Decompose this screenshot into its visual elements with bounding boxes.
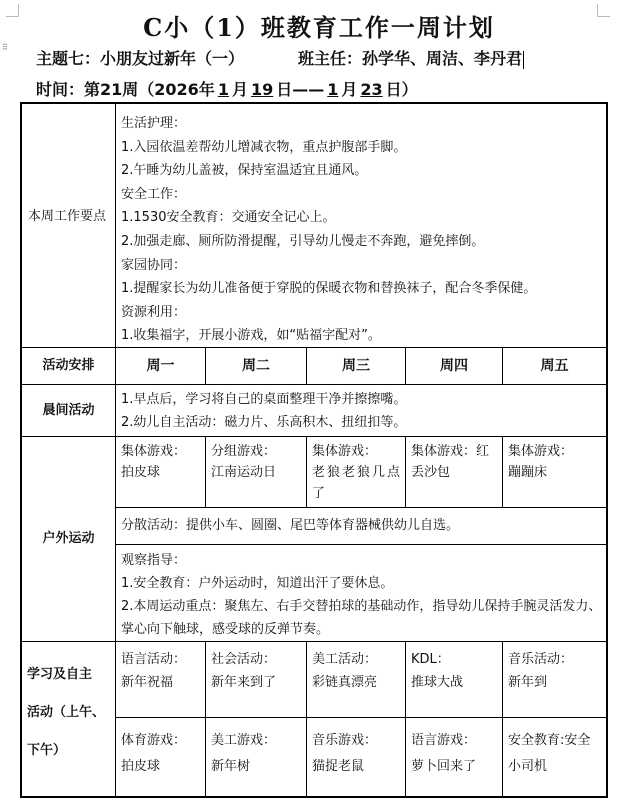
col-divider	[306, 641, 307, 796]
teacher-text[interactable]: 班主任：孙学华、周洁、李丹君	[298, 49, 523, 68]
weekly-point-line: 2.午睡为幼儿盖被，保持室温适宜且通风。	[121, 163, 368, 179]
weekly-point-line: 1.入园依温差帮幼儿增减衣物，重点护腹部手脚。	[121, 139, 407, 155]
col-divider	[502, 436, 503, 507]
weekly-point-line: 家园协同：	[121, 257, 187, 273]
col-divider	[405, 436, 406, 507]
theme-text: 主题七：小朋友过新年（一）	[36, 49, 245, 68]
study-tue-2: 美工游戏： 新年树	[211, 733, 277, 774]
page-title: C小（1）班教育工作一周计划	[143, 13, 495, 42]
study-mon-1: 语言活动： 新年祝福	[121, 652, 187, 690]
col-divider	[115, 104, 116, 796]
study-fri-1: 音乐活动： 新年到	[508, 652, 574, 690]
outdoor-mon: 集体游戏： 拍皮球	[121, 444, 187, 480]
morning-content	[121, 388, 607, 434]
study-wed-2: 音乐游戏： 猫捉老鼠	[312, 733, 378, 774]
study-wed-1: 美工活动： 彩链真漂亮	[312, 652, 378, 690]
plan-table	[20, 102, 608, 798]
study-thu-2: 语言游戏： 萝卜回来了	[411, 733, 477, 774]
row-divider	[116, 717, 606, 718]
end-month: 1	[327, 80, 339, 99]
month-label: 月	[341, 80, 358, 99]
day-header-tue: 周二	[242, 358, 270, 374]
weekly-point-line: 安全工作：	[121, 186, 187, 202]
row-divider	[116, 507, 606, 508]
weekly-point-line: 资源利用：	[121, 304, 187, 320]
outdoor-tue: 分组游戏： 江南运动日	[211, 444, 277, 480]
day-header-wed: 周三	[342, 358, 370, 374]
end-day: 23	[360, 80, 383, 99]
row-divider	[22, 641, 606, 642]
weekly-point-line: 1.1530安全教育：交通安全记心上。	[121, 210, 336, 226]
study-label: 学习及自主 活动（上午、 下午）	[27, 667, 106, 758]
weekly-point-line: 2.加强走廊、厕所防滑提醒，引导幼儿慢走不奔跑，避免摔倒。	[121, 233, 485, 249]
row-divider	[116, 544, 606, 545]
weekly-point-line: 生活护理：	[121, 116, 187, 131]
col-divider	[405, 641, 406, 796]
col-divider	[502, 641, 503, 796]
time-prefix: 时间：第21周（2026年	[36, 80, 215, 99]
day-header-thu: 周四	[440, 358, 468, 374]
outdoor-observation: 观察指导： 1.安全教育：户外运动时，知道出汗了要休息。 2.本周运动重点：聚焦左、右手交替拍球的基础动作，指导幼儿保持手腕灵活发力、掌心向下触球，感受球的反弹节奏。	[121, 553, 602, 637]
date-separator: 日——	[276, 80, 325, 99]
time-suffix: 日）	[385, 80, 418, 99]
time-line	[36, 77, 418, 100]
theme-line	[36, 46, 523, 69]
morning-line: 1.早点后，学习将自己的桌面整理干净并擦擦嘴。	[121, 392, 407, 407]
outdoor-thu: 集体游戏：红 丢沙包	[411, 444, 490, 480]
outdoor-fri: 集体游戏： 蹦蹦床	[508, 444, 574, 480]
study-tue-1: 社会活动： 新年来到了	[211, 652, 277, 690]
study-mon-2: 体育游戏： 拍皮球	[121, 733, 187, 774]
weekly-point-line: 1.提醒家长为幼儿准备便于穿脱的保暖衣物和替换袜子，配合冬季保健。	[121, 281, 537, 297]
outdoor-wed: 集体游戏： 老狼老狼几点了	[312, 444, 403, 501]
weekly-point-line: 1.收集福字，开展小游戏，如“贴福字配对”。	[121, 328, 381, 344]
weekly-points-label: 本周工作要点	[28, 209, 107, 224]
month-label: 月	[231, 80, 248, 99]
morning-line: 2.幼儿自主活动：磁力片、乐高积木、扭纽扣等。	[121, 415, 407, 430]
text-cursor	[523, 51, 524, 69]
study-fri-2: 安全教育:安全 小司机	[508, 733, 591, 774]
morning-label: 晨间活动	[42, 402, 95, 418]
table-move-handle-icon[interactable]: ⠿	[2, 43, 9, 52]
start-day: 19	[250, 80, 274, 99]
study-thu-1: KDL： 推球大战	[411, 652, 464, 690]
col-divider	[205, 436, 206, 507]
schedule-label: 活动安排	[42, 358, 95, 373]
outdoor-scatter: 分散活动：提供小车、圆圈、尾巴等体育器械供幼儿自选。	[121, 518, 460, 533]
start-month: 1	[217, 80, 229, 99]
col-divider	[306, 436, 307, 507]
weekly-points-content	[121, 112, 607, 348]
outdoor-label: 户外运动	[42, 531, 95, 546]
day-header-mon: 周一	[146, 358, 175, 374]
col-divider	[205, 641, 206, 796]
day-header-fri: 周五	[540, 358, 569, 374]
